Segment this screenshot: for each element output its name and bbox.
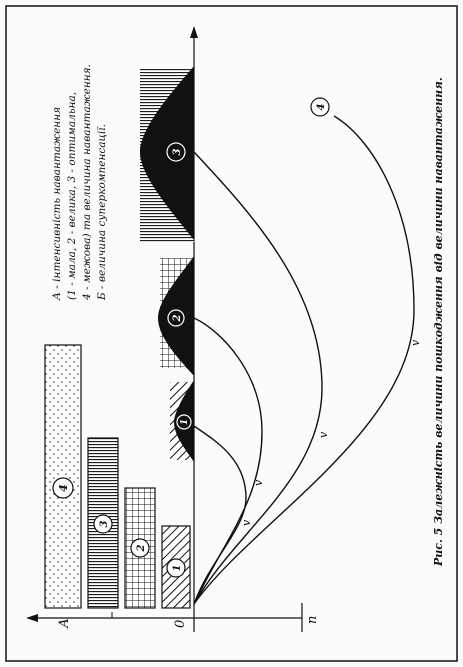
legend-line-3: 4 - межова) та величина навантаження.: [81, 64, 93, 300]
curve-4-number: 4: [316, 103, 327, 111]
hump-number-2: 2: [172, 314, 183, 322]
legend-line-2: (1 - мала, 2 - велика, 3 - оптимальна,: [66, 91, 78, 300]
origin-label: 0: [173, 619, 188, 628]
vertical-axis-arrow: [190, 26, 198, 38]
curve-1: [194, 426, 246, 604]
horizontal-axis-arrow: [26, 614, 38, 622]
figure-caption: Рис. 5 Залежність величини пошкодження від величини навантаження.: [432, 77, 445, 566]
curves: [194, 116, 414, 604]
marker-3: v: [317, 431, 330, 438]
bar-4: [45, 345, 81, 608]
curve-2: [194, 318, 262, 604]
hump-number-3: 3: [172, 148, 183, 156]
marker-4: v: [409, 339, 422, 346]
marker-2: v: [252, 479, 265, 486]
x-axis-label: п: [305, 615, 320, 624]
bar-number-4: 4: [57, 484, 70, 492]
legend-line-1: А - інтенсивність навантаження: [51, 106, 63, 300]
curve-markers: [240, 339, 422, 526]
legend-line-4: Б - величина суперкомпенсації.: [96, 124, 108, 300]
marker-1: v: [240, 519, 253, 526]
bar-number-2: 2: [136, 544, 147, 552]
y-axis-label: А: [57, 618, 72, 628]
legend: [51, 64, 108, 301]
curve-4: [194, 116, 414, 604]
hump-number-1: 1: [180, 418, 190, 426]
bar-number-1: 1: [172, 564, 183, 572]
bar-number-3: 3: [99, 520, 110, 528]
